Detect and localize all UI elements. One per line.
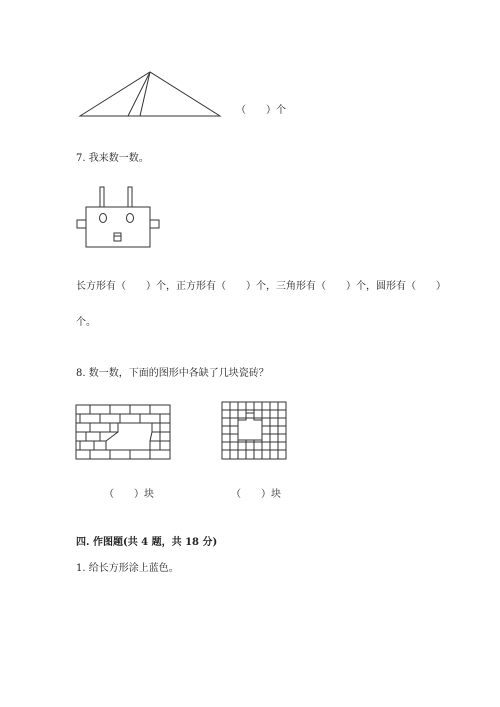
q6-answer: （ ）个 [236,105,286,116]
q8-answer-left: （ ）块 [104,489,154,500]
section-heading: 四. 作图题(共 4 题，共 18 分) [76,537,218,548]
q7-title: 7. 我来数一数。 [76,153,149,164]
q7-line2: 个。 [76,317,96,328]
q8-title: 8. 数一数，下面的图形中各缺了几块瓷砖？ [76,368,269,379]
q8-answer-right: （ ）块 [231,489,281,500]
q7-line1: 长方形有（ ）个，正方形有（ ）个，三角形有（ ）个，圆形有（ ） [76,281,446,292]
q4-1-title: 1. 给长方形涂上蓝色。 [76,563,179,574]
